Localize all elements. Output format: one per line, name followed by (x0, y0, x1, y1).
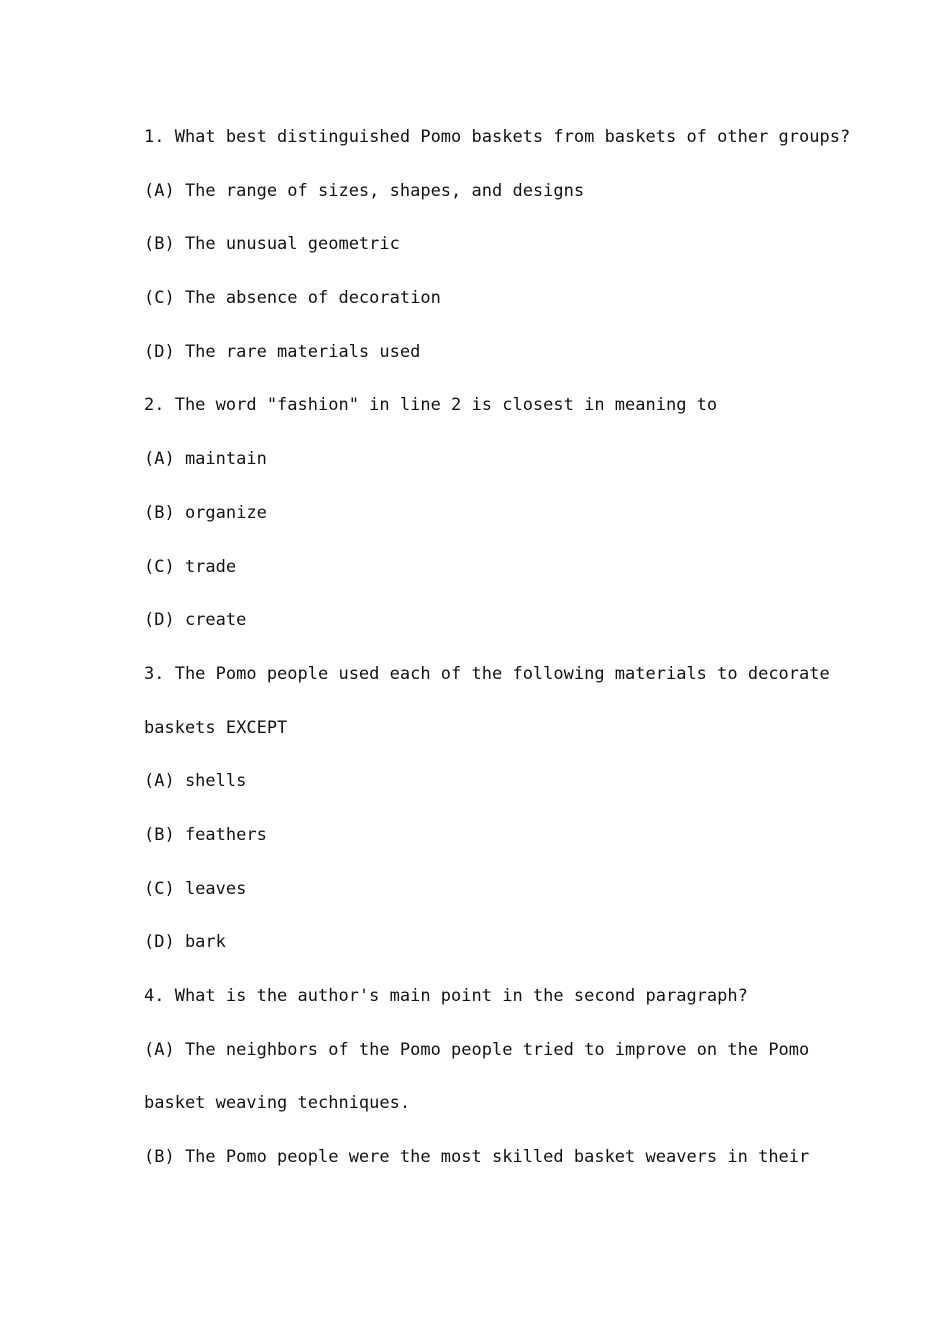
question-2-option-b: (B) organize (144, 502, 267, 523)
question-4-option-b: (B) The Pomo people were the most skilled basket weavers in their (144, 1147, 810, 1168)
question-2-option-c: (C) trade (144, 556, 237, 577)
question-3-option-d: (D) bark (144, 932, 226, 953)
question-4-option-a-continued: basket weaving techniques. (144, 1093, 411, 1114)
document-body (144, 119, 851, 1193)
question-1-text: 1. What best distinguished Pomo baskets from baskets of other groups? (144, 127, 851, 147)
question-1-option-d: (D) The rare materials used (144, 341, 421, 362)
question-2-text: 2. The word "fashion" in line 2 is closest in meaning to (144, 395, 718, 416)
question-4-option-a: (A) The neighbors of the Pomo people tried to improve on the Pomo (144, 1039, 810, 1060)
question-3-text-continued: baskets EXCEPT (144, 717, 288, 738)
question-3-option-b: (B) feathers (144, 824, 267, 845)
question-1-option-a: (A) The range of sizes, shapes, and designs (144, 180, 585, 201)
question-2-option-d: (D) create (144, 610, 247, 631)
question-1-option-b: (B) The unusual geometric (144, 234, 400, 255)
question-3-text: 3. The Pomo people used each of the following materials to decorate (144, 663, 830, 684)
question-4-text: 4. What is the author's main point in the second paragraph? (144, 986, 748, 1006)
question-3-option-c: (C) leaves (144, 878, 247, 899)
question-1-option-c: (C) The absence of decoration (144, 288, 441, 309)
question-3-option-a: (A) shells (144, 771, 247, 792)
question-2-option-a: (A) maintain (144, 449, 267, 470)
